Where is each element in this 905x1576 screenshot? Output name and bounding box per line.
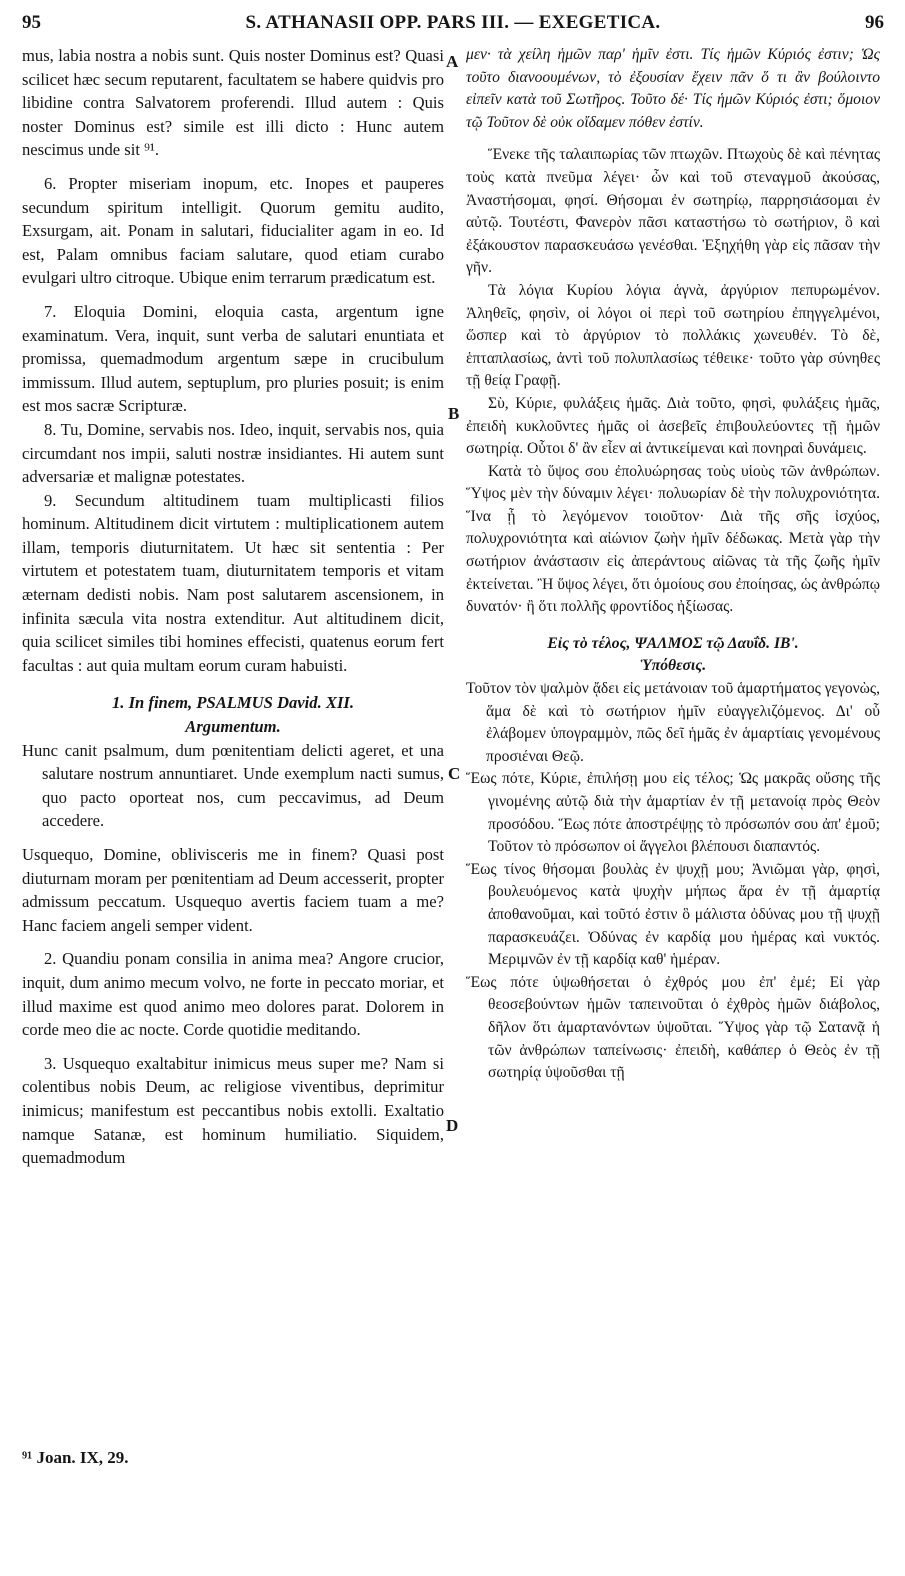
latin-verse-9: 9. Secundum altitudinem tuam multiplicasti filios hominum. Altitudinem dicit virtutem : multiplicationem autem illam, temporis diuturnitatem. Ut hæc sit sententia : Per virtutem et potestatem tuam, diuturnitatem temporis et vitam æternam dedisti nobis. Nam post salutarem ascensionem, in infinita sæcula vita nostra extenditur. Aut altitudinem dicit, quia scilicet similes tibi homines effecisti, quatenus eorum fert facultas : aut quia multam eorum curam habuisti. [22, 490, 444, 675]
greek-paragraph: μεν· τὰ χείλη ἡμῶν παρ' ἡμῖν ἐστι. Τίς ἡμῶν Κύριός ἐστιν; Ὡς τοῦτο διανοουμένων, τὸ ἐξουσίαν ἔχειν πᾶν ὅ τι ἂν βούλοιντο εἰπεῖν κατὰ τοῦ Σωτῆρος. Τοῦτο δέ· Τίς ἡμῶν Κύριός ἐστι; ὅμοιον τῷ Τοῦτον δὲ οὐκ οἴδαμεν πόθεν ἐστίν. [466, 46, 880, 131]
page-header [22, 12, 884, 38]
psalm-heading-greek: Εἰς τὸ τέλος, ΨΑΛΜΟΣ τῷ Δαυΐδ. ΙΒ'. [547, 634, 799, 652]
latin-verse-2: 2. Quandiu ponam consilia in anima mea? Angore crucior, inquit, dum animo mecum volvo, ne forte in peccato moriar, et illud maxime est quod animo meo dolores parat. Dolorem in corde meo die ac nocte. Corde quotidie meditando. [22, 949, 444, 1040]
margin-letter-c: C [448, 764, 461, 783]
page-number-right: 96 [865, 12, 884, 33]
page-number-left: 95 [22, 12, 41, 33]
greek-verse-7: Τὰ λόγια Κυρίου λόγια ἁγνὰ, ἀργύριον πεπυρωμένον. Ἀληθεῖς, φησὶν, οἱ λόγοι οἱ περὶ τοῦ σωτηρίου ἐπηγγελμένοι, ὥσπερ καὶ τὸ ἀργύριον τὸ πολλάκις χωνευθέν. Τὸ δὲ, ἑπταπλασίως, ἀντὶ τοῦ πολυπλασίως τέθεικε· τοῦτο γὰρ σύνηθες τῇ θείᾳ Γραφῇ. [466, 281, 880, 390]
greek-verse-2: Ἕως τίνος θήσομαι βουλὰς ἐν ψυχῇ μου; Ἀνιῶμαι γὰρ, φησὶ, βουλευόμενος κατὰ ψυχὴν μήπως ἄρα ἐν τῇ ἁμαρτίᾳ ἀποθανοῦμαι, καὶ τοῦτό ἐστιν ὃ μάλιστα ὀδύνας μου τῇ ψυχῇ παρασκευάζει. Ὀδύνας ἐν καρδίᾳ μου ἡμέρας καὶ νυκτός. Μεριμνῶν ἐν τῇ καρδίᾳ καθ' ἡμέραν. [466, 860, 880, 969]
latin-verse-1: Usquequo, Domine, oblivisceris me in finem? Quasi post diuturnam moram per pœnitentiam ad Deum accesserit, propter admissum peccatum. Usquequo avertis faciem tuam a me? Hanc faciem angeli semper vident. [22, 845, 444, 935]
greek-verse-3: Ἕως πότε ὑψωθήσεται ὁ ἐχθρός μου ἐπ' ἐμέ; Εἰ γὰρ θεοσεβούντων ἡμῶν ταπεινοῦται ὁ ἐχθρὸς ἡμῶν διάβολος, δῆλον ὅτι ἁμαρτανόντων ὑψοῦται. Ὕψος γὰρ τῷ Σατανᾷ ἡ τῶν ἀνθρώπων ταπείνωσις· ἐπειδὴ, καθάπερ ὁ Θεὸς ἐν τῇ σωτηρίᾳ ὑψοῦσθαι τῇ [466, 973, 880, 1082]
argumentum-heading: Argumentum. [185, 717, 281, 737]
greek-verse-8: Σὺ, Κύριε, φυλάξεις ἡμᾶς. Διὰ τοῦτο, φησὶ, φυλάξεις ἡμᾶς, ἐπειδὴ κυκλοῦντες ἡμᾶς οἱ ἀσεβεῖς ἐπιβουλεύοντες τῇ ἡμῶν σωτηρίᾳ. Οὗτοι δ' ἂν εἶεν αἱ ἀντικείμεναι καὶ πονηραὶ δυνάμεις. [466, 394, 880, 458]
margin-letter-d: D [446, 1116, 459, 1135]
latin-verse-3: 3. Usquequo exaltabitur inimicus meus super me? Nam si colentibus nobis Deum, ac religiose viventibus, deprimitur inimicus; manifestum est peccantibus nobis extolli. Exaltatio namque Satanæ, est hominum humiliatio. Siquidem, quemadmodum [22, 1053, 444, 1168]
latin-paragraph: mus, labia nostra a nobis sunt. Quis noster Dominus est? Quasi scilicet hæc secum reputarent, facultatem se habere quidvis pro libidine contra Salvatorem proferendi. Illud autem : Quis noster Dominus est? simile est illi dicto : Hunc autem nescimus unde sit ⁹¹. [22, 46, 444, 160]
argumentum-text: Hunc canit psalmum, dum pœnitentiam delicti ageret, et una salutare nostrum annuntiaret. Unde exemplum nacti sumus, quo pacto oporteat nos, cum peccavimus, ad Deum accedere. [22, 740, 444, 831]
hypothesis-text: Τοῦτον τὸν ψαλμὸν ᾄδει εἰς μετάνοιαν τοῦ ἁμαρτήματος γεγονὼς, ἅμα δὲ καὶ τὸ σωτήριον ἡμῖν εὐαγγελιζόμενος. Δι' οὗ ἐλάβομεν ὑπογραμμὸν, πῶς δεῖ ἡμᾶς ἐν ἁμαρτίαις γενομένους προσιέναι Θεῷ. [466, 680, 880, 765]
latin-verse-6: 6. Propter miseriam inopum, etc. Inopes et pauperes secundum spiritum intelligit. Quorum gemitu audito, Exsurgam, ait. Ponam in salutari, fiducialiter agam in eo. Id est, Palam omnibus faciam salutare, quod etiam curabo evulgari ultro citroque. Ubique enim terrarum prædicatum est. [22, 173, 444, 288]
greek-verse-1: Ἕως πότε, Κύριε, ἐπιλήσῃ μου εἰς τέλος; Ὡς μακρᾶς οὔσης τῆς γινομένης αὐτῷ διὰ τὴν ἁμαρτίαν ἐν τῇ μετανοίᾳ πρὸς Θεὸν προσόδου. Ἕως πότε ἀποστρέψῃς τὸ πρόσωπόν σου ἀπ' ἐμοῦ; Τοῦτον τὸ πρόσωπον οἱ ἄγγελοι βλέπουσι διαπαντός. [466, 770, 880, 856]
hypothesis-heading: Ὑπόθεσις. [639, 657, 707, 675]
greek-verse-6: Ἕνεκε τῆς ταλαιπωρίας τῶν πτωχῶν. Πτωχοὺς δὲ καὶ πένητας τοὺς κατὰ πνεῦμα λέγει· ὧν καὶ τοῦ στεναγμοῦ ἀκούσας, Ἀναστήσομαι, φησί. Θήσομαι ἐν σωτηρίῳ, παρρησιάσομαι ἐν αὐτῷ. Τουτέστι, Φανερὸν πᾶσι καταστήσω τὸ σωτήριον, ὃ καὶ ἐξάκουστον παρασκευάσω γενέσθαι. Ἐξηχήθη γὰρ εἰς πᾶσαν τὴν γῆν. [466, 146, 880, 277]
psalm-heading-latin: 1. In finem, PSALMUS David. XII. [111, 693, 355, 713]
margin-letter-a: A [446, 52, 459, 71]
running-title: S. ATHANASII OPP. PARS III. — EXEGETICA. [245, 12, 661, 33]
footnote: ⁹¹ Joan. IX, 29. [22, 1448, 129, 1467]
latin-verse-7: 7. Eloquia Domini, eloquia casta, argentum igne examinatum. Vera, inquit, sunt verba de salutari enuntiata et promissa, quemadmodum argentum sæpe in crucibulum immissum. Illud autem, septuplum, pro pluries posuit; is enim est mos sacræ Scripturæ. [22, 301, 444, 416]
greek-column [466, 44, 880, 1085]
margin-letter-b: B [448, 404, 460, 423]
latin-verse-8: 8. Tu, Domine, servabis nos. Ideo, inquit, servabis nos, quia circumdant nos impii, saluti nostræ insidiantes. Hi autem sunt adversariæ et malignæ potestates. [22, 419, 444, 487]
greek-verse-9: Κατὰ τὸ ὕψος σου ἐπολυώρησας τοὺς υἱοὺς τῶν ἀνθρώπων. Ὕψος μὲν τὴν δύναμιν λέγει· πολυωρίαν δὲ τὴν πολυχρονιότητα. Ἵνα ᾖ τὸ λεγόμενον τοιοῦτον· Διὰ τῆς σῆς ἰσχύος, πολυχρονιότητα καὶ αἰώνιον ζωὴν ἡμῖν δέδωκας. Μετὰ γὰρ τὴν σωτήριον ἀνάστασιν εἰς ἀπεράντους αἰῶνας τὰ τῆς ζωῆς ἡμῖν ἐκτείνεται. Ἢ ὕψος λέγει, ὅτι ὁμοίους σου ἐποίησας, ὡς ἀνθρώπῳ δυνατόν· ἢ ὅτι πολλῆς φροντίδος ἠξίωσας. [466, 462, 880, 616]
latin-column [22, 44, 444, 1170]
